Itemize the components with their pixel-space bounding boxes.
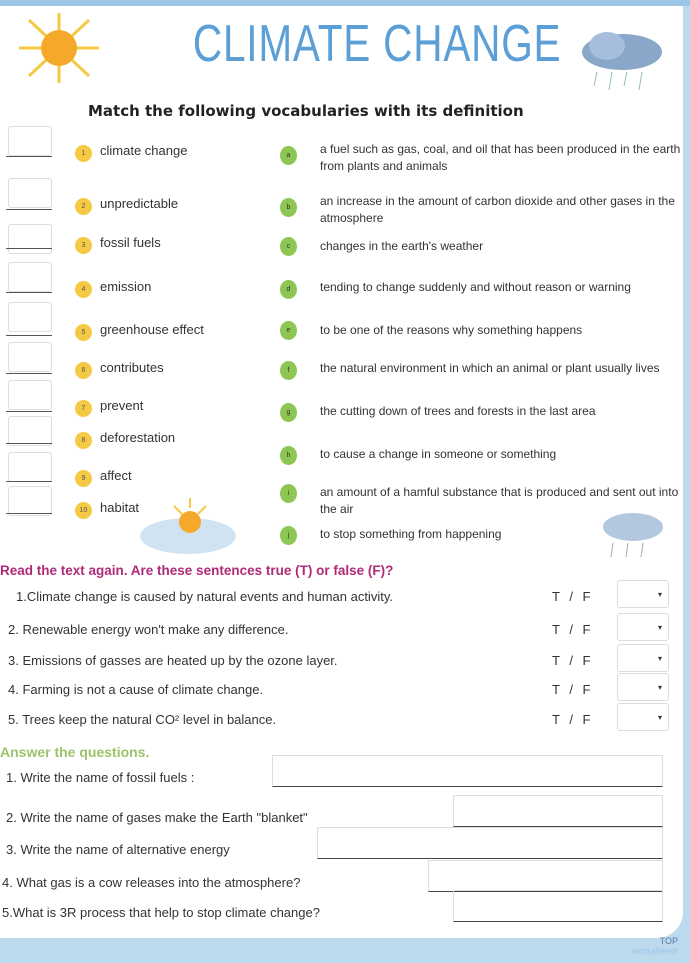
chevron-down-icon: ▾ [657,683,662,692]
logo-top: TOP [659,936,678,946]
definition-letter-badge: e [280,321,297,340]
word-number-badge: 9 [75,470,92,487]
definition-text: an amount of a hamful substance that is produced and sent out into the air [320,485,679,516]
answer-heading: Answer the questions. [0,744,150,760]
question-text: 5.What is 3R process that help to stop climate change? [2,905,320,920]
answer-box[interactable] [8,416,52,446]
definition-text: to stop something from happening [320,527,502,541]
word-number-badge: 3 [75,237,92,254]
word-number-badge: 2 [75,198,92,215]
true-false-dropdown[interactable] [617,580,669,608]
answer-box[interactable] [8,486,52,516]
answer-line [6,411,52,412]
definition-letter-badge: a [280,146,297,165]
question-text: 1. Write the name of fossil fuels : [6,770,195,785]
answer-box[interactable] [8,452,52,482]
answer-line [6,481,52,482]
true-false-choice: T / F [552,682,591,697]
word-number-badge: 10 [75,502,92,519]
logo [632,936,678,956]
answer-box[interactable] [8,178,52,208]
true-false-dropdown[interactable] [617,703,669,731]
word-number-badge: 7 [75,400,92,417]
definition-letter-badge: i [280,484,297,503]
definition-text: tending to change suddenly and without reason or warning [320,280,631,294]
definition-letter-badge: f [280,361,297,380]
answer-line [6,335,52,336]
true-false-statement: 2. Renewable energy won't make any difference. [8,622,289,637]
answer-line [6,513,52,514]
definition-letter-badge: j [280,526,297,545]
answer-line [6,443,52,444]
answer-box[interactable] [8,224,52,254]
true-false-statement: 5. Trees keep the natural CO² level in balance. [8,712,277,727]
answer-input[interactable] [453,795,663,827]
true-false-choice: T / F [552,653,591,668]
true-false-choice: T / F [552,589,591,604]
definition-text: a fuel such as gas, coal, and oil that has been produced in the earth from plants and animals [320,142,681,173]
word-number-badge: 4 [75,281,92,298]
answer-box[interactable] [8,262,52,292]
definition-text: the natural environment in which an animal or plant usually lives [320,361,660,375]
sun-icon [14,8,104,88]
vocabulary-word: prevent [100,398,144,413]
answer-line [6,156,52,157]
true-false-choice: T / F [552,712,591,727]
answer-input[interactable] [428,860,663,892]
true-false-dropdown[interactable] [617,644,669,672]
chevron-down-icon: ▾ [657,623,662,632]
answer-line [6,209,52,210]
instructions-match: Match the following vocabularies with its definition [88,102,524,120]
true-false-statement: 1.Climate change is caused by natural events and human activity. [16,589,393,604]
question-text: 2. Write the name of gases make the Earth "blanket" [6,810,308,825]
vocabulary-word: contributes [100,360,164,375]
word-number-badge: 8 [75,432,92,449]
answer-line [6,373,52,374]
vocabulary-word: climate change [100,143,188,158]
answer-input[interactable] [272,755,663,787]
sun-cloud-icon [138,496,238,556]
vocabulary-word: emission [100,279,152,294]
definition-text: to be one of the reasons why something happens [320,323,583,337]
word-number-badge: 6 [75,362,92,379]
answer-box[interactable] [8,342,52,372]
definition-text: changes in the earth's weather [320,239,484,253]
true-false-heading: Read the text again. Are these sentences true (T) or false (F)? [0,563,394,578]
chevron-down-icon: ▾ [657,713,662,722]
vocabulary-word: fossil fuels [100,235,161,250]
chevron-down-icon: ▾ [657,654,662,663]
definition-letter-badge: c [280,237,297,256]
vocabulary-word: deforestation [100,430,176,445]
question-text: 4. What gas is a cow releases into the atmosphere? [2,875,301,890]
true-false-choice: T / F [552,622,591,637]
rain-cloud-icon [572,24,667,94]
definition-text: to cause a change in someone or something [320,447,557,461]
definition-letter-badge: h [280,446,297,465]
answer-input[interactable] [453,890,663,922]
vocabulary-word: unpredictable [100,196,179,211]
word-number-badge: 1 [75,145,92,162]
definition-text: the cutting down of trees and forests in the last area [320,404,596,418]
question-text: 3. Write the name of alternative energy [6,842,230,857]
definition-letter-badge: g [280,403,297,422]
answer-line [6,292,52,293]
logo-bottom: worksheets [632,946,678,956]
answer-input[interactable] [317,827,663,859]
chevron-down-icon: ▾ [657,590,662,599]
vocabulary-word: greenhouse effect [100,322,204,337]
true-false-statement: 3. Emissions of gasses are heated up by the ozone layer. [8,653,338,668]
vocabulary-word: affect [100,468,132,483]
definition-letter-badge: b [280,198,297,217]
word-number-badge: 5 [75,324,92,341]
answer-line [6,248,52,249]
definition-letter-badge: d [280,280,297,299]
vocabulary-word: habitat [100,500,140,515]
answer-box[interactable] [8,302,52,332]
true-false-dropdown[interactable] [617,673,669,701]
answer-box[interactable] [8,126,52,156]
true-false-dropdown[interactable] [617,613,669,641]
answer-box[interactable] [8,380,52,410]
cloud-rain-icon [598,505,668,560]
true-false-statement: 4. Farming is not a cause of climate change. [8,682,264,697]
page-title: CLIMATE CHANGE [192,15,562,73]
definition-text: an increase in the amount of carbon dioxide and other gases in the atmosphere [320,194,675,225]
